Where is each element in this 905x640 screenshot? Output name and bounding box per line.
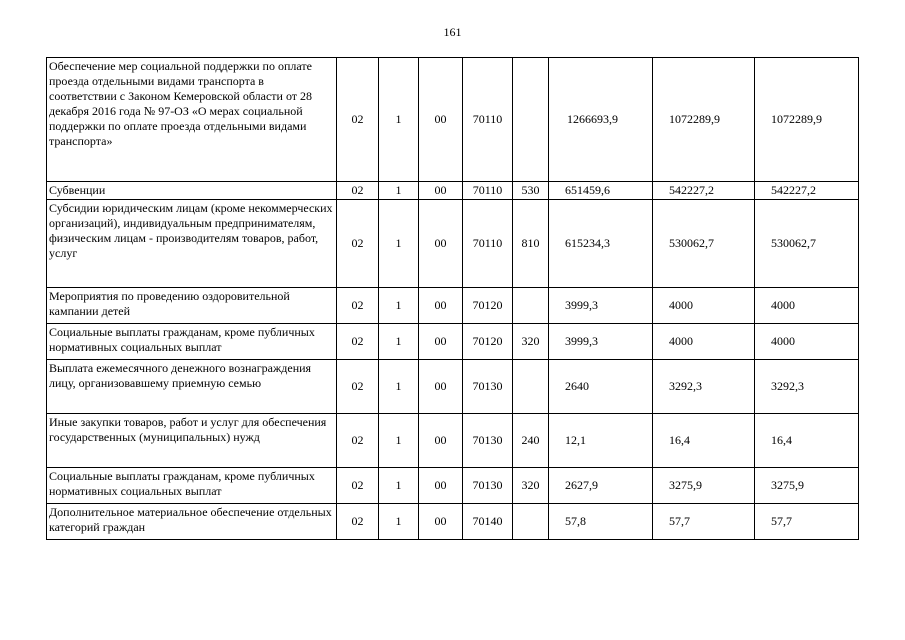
- code-expense-type: [513, 288, 549, 324]
- code-program: 00: [419, 288, 463, 324]
- code-expense-type: [513, 360, 549, 414]
- code-expense-type: 530: [513, 182, 549, 200]
- code-section: 02: [337, 504, 379, 540]
- row-name: Дополнительное материальное обеспечение отдельных категорий граждан: [47, 504, 337, 540]
- value-year-3: 542227,2: [755, 182, 859, 200]
- value-year-2: 3292,3: [653, 360, 755, 414]
- code-target: 70110: [463, 182, 513, 200]
- value-year-3: 1072289,9: [755, 58, 859, 182]
- code-program: 00: [419, 468, 463, 504]
- code-target: 70110: [463, 200, 513, 288]
- table-row: [47, 58, 859, 182]
- value-year-3: 16,4: [755, 414, 859, 468]
- row-name: Обеспечение мер социальной поддержки по оплате проезда отдельными видами транспорта в соответствии с Законом Кемеровской области от 28 декабря 2016 года № 97-ОЗ «О мерах социальной поддержки по оплате проезда отдельными видами транспорта»: [47, 58, 337, 182]
- value-year-3: 4000: [755, 324, 859, 360]
- value-year-2: 1072289,9: [653, 58, 755, 182]
- code-expense-type: [513, 58, 549, 182]
- value-year-1: 615234,3: [549, 200, 653, 288]
- value-year-1: 1266693,9: [549, 58, 653, 182]
- table-row: [47, 504, 859, 540]
- value-year-1: 2627,9: [549, 468, 653, 504]
- row-name: Субвенции: [47, 182, 337, 200]
- value-year-1: 2640: [549, 360, 653, 414]
- code-subsection: 1: [379, 182, 419, 200]
- value-year-2: 542227,2: [653, 182, 755, 200]
- row-name: Мероприятия по проведению оздоровительной кампании детей: [47, 288, 337, 324]
- code-expense-type: 320: [513, 468, 549, 504]
- code-program: 00: [419, 504, 463, 540]
- value-year-2: 57,7: [653, 504, 755, 540]
- row-name: Социальные выплаты гражданам, кроме публичных нормативных социальных выплат: [47, 324, 337, 360]
- value-year-2: 530062,7: [653, 200, 755, 288]
- code-subsection: 1: [379, 504, 419, 540]
- table-row: [47, 468, 859, 504]
- value-year-3: 3275,9: [755, 468, 859, 504]
- code-subsection: 1: [379, 58, 419, 182]
- table-row: [47, 288, 859, 324]
- value-year-3: 530062,7: [755, 200, 859, 288]
- code-program: 00: [419, 414, 463, 468]
- page-number: 161: [443, 25, 462, 39]
- code-program: 00: [419, 324, 463, 360]
- code-expense-type: 240: [513, 414, 549, 468]
- value-year-2: 4000: [653, 324, 755, 360]
- code-subsection: 1: [379, 324, 419, 360]
- code-target: 70120: [463, 324, 513, 360]
- value-year-3: 57,7: [755, 504, 859, 540]
- code-subsection: 1: [379, 200, 419, 288]
- code-program: 00: [419, 58, 463, 182]
- code-section: 02: [337, 360, 379, 414]
- value-year-3: 3292,3: [755, 360, 859, 414]
- table-row: [47, 182, 859, 200]
- row-name: Субсидии юридическим лицам (кроме некоммерческих организаций), индивидуальным предпринимателям, физическим лицам - производителям товаров, работ, услуг: [47, 200, 337, 288]
- code-target: 70130: [463, 414, 513, 468]
- code-program: 00: [419, 182, 463, 200]
- code-expense-type: 810: [513, 200, 549, 288]
- value-year-2: 3275,9: [653, 468, 755, 504]
- value-year-1: 12,1: [549, 414, 653, 468]
- code-target: 70110: [463, 58, 513, 182]
- table-row: [47, 200, 859, 288]
- value-year-2: 16,4: [653, 414, 755, 468]
- code-target: 70130: [463, 468, 513, 504]
- code-subsection: 1: [379, 360, 419, 414]
- code-subsection: 1: [379, 468, 419, 504]
- row-name: Иные закупки товаров, работ и услуг для обеспечения государственных (муниципальных) нужд: [47, 414, 337, 468]
- code-expense-type: 320: [513, 324, 549, 360]
- code-program: 00: [419, 200, 463, 288]
- code-section: 02: [337, 58, 379, 182]
- code-program: 00: [419, 360, 463, 414]
- code-target: 70120: [463, 288, 513, 324]
- value-year-1: 57,8: [549, 504, 653, 540]
- code-section: 02: [337, 288, 379, 324]
- value-year-2: 4000: [653, 288, 755, 324]
- table-row: [47, 414, 859, 468]
- table-row: [47, 360, 859, 414]
- value-year-1: 651459,6: [549, 182, 653, 200]
- code-target: 70130: [463, 360, 513, 414]
- budget-table: [46, 57, 859, 540]
- code-section: 02: [337, 182, 379, 200]
- row-name: Социальные выплаты гражданам, кроме публичных нормативных социальных выплат: [47, 468, 337, 504]
- code-section: 02: [337, 324, 379, 360]
- code-section: 02: [337, 468, 379, 504]
- value-year-1: 3999,3: [549, 324, 653, 360]
- code-expense-type: [513, 504, 549, 540]
- code-subsection: 1: [379, 414, 419, 468]
- code-section: 02: [337, 414, 379, 468]
- value-year-3: 4000: [755, 288, 859, 324]
- code-target: 70140: [463, 504, 513, 540]
- value-year-1: 3999,3: [549, 288, 653, 324]
- code-subsection: 1: [379, 288, 419, 324]
- table-row: [47, 324, 859, 360]
- code-section: 02: [337, 200, 379, 288]
- row-name: Выплата ежемесячного денежного вознаграждения лицу, организовавшему приемную семью: [47, 360, 337, 414]
